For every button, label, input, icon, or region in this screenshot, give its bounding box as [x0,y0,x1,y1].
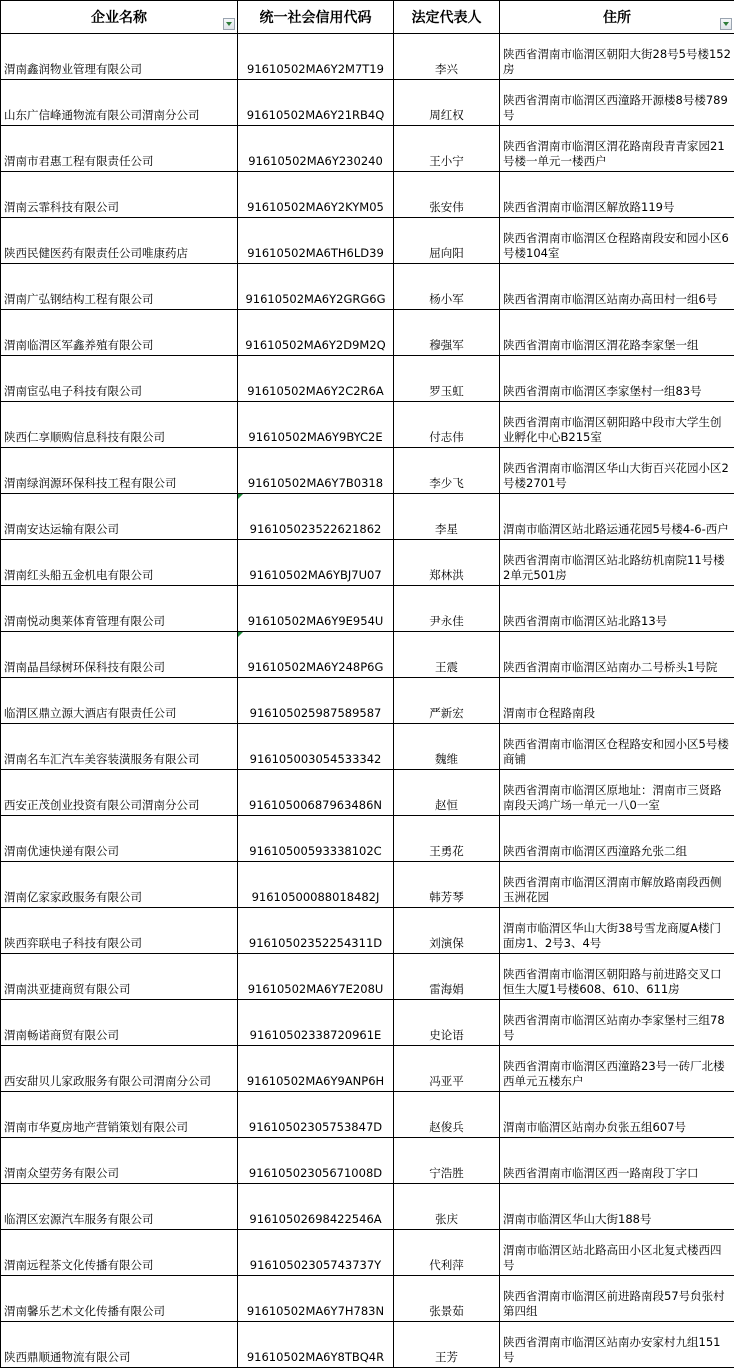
header-legal-rep-label: 法定代表人 [412,7,482,27]
table-row [1,1000,734,1046]
header-address-label: 住所 [603,7,631,27]
legal-rep-cell[interactable]: 代利萍 [394,1230,500,1276]
company-name-cell[interactable]: 渭南名车汇汽车美容装潢服务有限公司 [1,724,238,770]
table-row [1,126,734,172]
company-name-cell[interactable]: 渭南优速快递有限公司 [1,816,238,862]
table-row [1,908,734,954]
address-cell[interactable]: 陕西省渭南市临渭区站北路纺机南院11号楼2单元501房 [500,540,734,586]
legal-rep-cell[interactable]: 王小宁 [394,126,500,172]
address-cell[interactable]: 渭南市临渭区华山大街38号雪龙商厦A楼门面房1、2号3、4号 [500,908,734,954]
legal-rep-cell[interactable]: 魏维 [394,724,500,770]
company-name-cell[interactable]: 陕西弈联电子科技有限公司 [1,908,238,954]
table-row [1,632,734,678]
legal-rep-cell[interactable]: 郑林洪 [394,540,500,586]
address-cell[interactable]: 陕西省渭南市临渭区仓程路安和园小区5号楼商铺 [500,724,734,770]
company-name-cell[interactable]: 渭南临渭区军鑫养殖有限公司 [1,310,238,356]
address-cell[interactable]: 陕西省渭南市临渭区朝阳路与前进路交叉口恒生大厦1号楼608、610、611房 [500,954,734,1000]
address-cell[interactable]: 陕西省渭南市临渭区解放路119号 [500,172,734,218]
address-cell[interactable]: 陕西省渭南市临渭区朝阳路中段市大学生创业孵化中心B215室 [500,402,734,448]
address-cell[interactable]: 渭南市临渭区站北路高田小区北复式楼西四号 [500,1230,734,1276]
credit-code-cell[interactable]: 91610502MA6Y21RB4Q [238,80,394,126]
address-cell[interactable]: 渭南市临渭区华山大街188号 [500,1184,734,1230]
company-name-cell[interactable]: 西安正茂创业投资有限公司渭南分公司 [1,770,238,816]
credit-code-cell[interactable]: 91610502305743737Y [238,1230,394,1276]
header-legal-rep[interactable] [394,1,500,34]
table-row [1,356,734,402]
legal-rep-cell[interactable]: 杨小军 [394,264,500,310]
table-row [1,954,734,1000]
company-name-cell[interactable]: 渭南馨乐艺术文化传播有限公司 [1,1276,238,1322]
table-row [1,586,734,632]
address-cell[interactable]: 陕西省渭南市临渭区西潼路23号一砖厂北楼西单元五楼东户 [500,1046,734,1092]
company-name-cell[interactable]: 渭南市君惠工程有限责任公司 [1,126,238,172]
filter-dropdown-icon[interactable] [223,18,235,30]
credit-code-cell[interactable]: 91610502MA6YBJ7U07 [238,540,394,586]
company-name-cell[interactable]: 渭南安达运输有限公司 [1,494,238,540]
table-row [1,264,734,310]
header-company-name-label: 企业名称 [91,7,147,27]
address-cell[interactable]: 陕西省渭南市临渭区西潼路开源楼8号楼789号 [500,80,734,126]
credit-code-cell[interactable]: 91610502MA6Y2C2R6A [238,356,394,402]
company-name-cell[interactable]: 陕西民健医药有限责任公司唯康药店 [1,218,238,264]
legal-rep-cell[interactable]: 李星 [394,494,500,540]
credit-code-cell[interactable]: 91610502305671008D [238,1138,394,1184]
address-cell[interactable]: 渭南市仓程路南段 [500,678,734,724]
address-cell[interactable]: 陕西省渭南市临渭区站南办高田村一组6号 [500,264,734,310]
credit-code-cell[interactable]: 91610500687963486N [238,770,394,816]
company-name-cell[interactable]: 渭南畅诺商贸有限公司 [1,1000,238,1046]
credit-code-cell[interactable]: 91610500088018482J [238,862,394,908]
address-cell[interactable]: 陕西省渭南市临渭区渭花路南段青青家园21号楼一单元一楼西户 [500,126,734,172]
credit-code-cell[interactable]: 91610502MA6Y7B0318 [238,448,394,494]
company-name-cell[interactable]: 渭南远程茶文化传播有限公司 [1,1230,238,1276]
table-row [1,1276,734,1322]
table-row [1,1046,734,1092]
legal-rep-cell[interactable]: 罗玉虹 [394,356,500,402]
address-cell[interactable]: 陕西省渭南市临渭区渭花路李家堡一组 [500,310,734,356]
header-row [1,1,734,34]
filter-dropdown-icon[interactable] [720,18,732,30]
legal-rep-cell[interactable]: 张庆 [394,1184,500,1230]
company-name-cell[interactable]: 渭南众望劳务有限公司 [1,1138,238,1184]
legal-rep-cell[interactable]: 李兴 [394,34,500,80]
legal-rep-cell[interactable]: 李少飞 [394,448,500,494]
company-name-cell[interactable]: 陕西鼎顺通物流有限公司 [1,1322,238,1368]
address-cell[interactable]: 陕西省渭南市临渭区仓程路南段安和园小区6号楼104室 [500,218,734,264]
credit-code-cell[interactable]: 91610502MA6Y9ANP6H [238,1046,394,1092]
credit-code-cell[interactable]: 91610502MA6Y9E954U [238,586,394,632]
company-name-cell[interactable]: 渭南宦弘电子科技有限公司 [1,356,238,402]
credit-code-cell[interactable]: 91610502MA6Y7H783N [238,1276,394,1322]
address-cell[interactable]: 陕西省渭南市临渭区站南办二号桥头1号院 [500,632,734,678]
legal-rep-cell[interactable]: 穆强军 [394,310,500,356]
legal-rep-cell[interactable]: 冯亚平 [394,1046,500,1092]
legal-rep-cell[interactable]: 王勇花 [394,816,500,862]
credit-code-cell[interactable]: 91610502MA6Y2GRG6G [238,264,394,310]
credit-code-cell[interactable]: 91610502MA6Y230240 [238,126,394,172]
legal-rep-cell[interactable]: 宁浩胜 [394,1138,500,1184]
table-row [1,862,734,908]
legal-rep-cell[interactable]: 张安伟 [394,172,500,218]
credit-code-cell[interactable]: 916105003054533342 [238,724,394,770]
header-address[interactable] [500,1,734,34]
credit-code-cell[interactable]: 91610502338720961E [238,1000,394,1046]
address-cell[interactable]: 陕西省渭南市临渭区华山大街百兴花园小区2号楼2701号 [500,448,734,494]
legal-rep-cell[interactable]: 周红权 [394,80,500,126]
company-name-cell[interactable]: 渭南云霏科技有限公司 [1,172,238,218]
table-row [1,540,734,586]
table-row [1,1184,734,1230]
table-row [1,1092,734,1138]
table-row [1,448,734,494]
credit-code-cell[interactable]: 916105025987589587 [238,678,394,724]
legal-rep-cell[interactable]: 屈向阳 [394,218,500,264]
company-name-cell[interactable]: 渭南绿润源环保科技工程有限公司 [1,448,238,494]
company-name-cell[interactable]: 山东广信峰通物流有限公司渭南分公司 [1,80,238,126]
address-cell[interactable]: 陕西省渭南市临渭区李家堡村一组83号 [500,356,734,402]
legal-rep-cell[interactable]: 韩芳琴 [394,862,500,908]
company-name-cell[interactable]: 陕西仁享顺购信息科技有限公司 [1,402,238,448]
address-cell[interactable]: 陕西省渭南市临渭区渭南市解放路南段西侧玉洲花园 [500,862,734,908]
header-credit-code-label: 统一社会信用代码 [260,7,372,27]
table-row [1,678,734,724]
header-company-name[interactable] [1,1,238,34]
credit-code-cell[interactable]: 91610502MA6TH6LD39 [238,218,394,264]
company-name-cell[interactable]: 渭南晶昌绿树环保科技有限公司 [1,632,238,678]
table-row [1,724,734,770]
table-row [1,218,734,264]
company-name-cell[interactable]: 渭南广弘钢结构工程有限公司 [1,264,238,310]
address-cell[interactable]: 陕西省渭南市临渭区站南办安家村九组151号 [500,1322,734,1368]
table-row [1,816,734,862]
credit-code-cell[interactable]: 91610502MA6Y2M7T19 [238,34,394,80]
legal-rep-cell[interactable]: 尹永佳 [394,586,500,632]
credit-code-cell[interactable]: 91610502698422546A [238,1184,394,1230]
credit-code-cell[interactable]: 91610502MA6Y2KYM05 [238,172,394,218]
address-cell[interactable]: 陕西省渭南市临渭区西一路南段丁字口 [500,1138,734,1184]
address-cell[interactable]: 渭南市临渭区站北路运通花园5号楼4-6-西户 [500,494,734,540]
table-row [1,1322,734,1368]
company-name-cell[interactable]: 临渭区宏源汽车服务有限公司 [1,1184,238,1230]
company-name-cell[interactable]: 渭南洪亚捷商贸有限公司 [1,954,238,1000]
credit-code-cell[interactable]: 91610502MA6Y2D9M2Q [238,310,394,356]
address-cell[interactable]: 陕西省渭南市临渭区前进路南段57号贠张村第四组 [500,1276,734,1322]
table-row [1,34,734,80]
credit-code-cell[interactable]: 91610502305753847D [238,1092,394,1138]
credit-code-cell[interactable]: 91610502MA6Y7E208U [238,954,394,1000]
credit-code-cell[interactable]: 91610502MA6Y9BYC2E [238,402,394,448]
company-name-cell[interactable]: 渭南市华夏房地产营销策划有限公司 [1,1092,238,1138]
table-row [1,494,734,540]
credit-code-cell[interactable]: 91610502MA6Y8TBQ4R [238,1322,394,1368]
legal-rep-cell[interactable]: 严新宏 [394,678,500,724]
legal-rep-cell[interactable]: 王芳 [394,1322,500,1368]
legal-rep-cell[interactable]: 赵恒 [394,770,500,816]
table-row [1,172,734,218]
address-cell[interactable]: 陕西省渭南市临渭区原地址：渭南市三贤路南段天鸿广场一单元一八0一室 [500,770,734,816]
credit-code-cell[interactable]: 91610502352254311D [238,908,394,954]
credit-code-cell[interactable]: 91610500593338102C [238,816,394,862]
company-name-cell[interactable]: 临渭区鼎立源大酒店有限责任公司 [1,678,238,724]
company-name-cell[interactable]: 渭南红头船五金机电有限公司 [1,540,238,586]
legal-rep-cell[interactable]: 张景茹 [394,1276,500,1322]
table-row [1,310,734,356]
address-cell[interactable]: 陕西省渭南市临渭区站北路13号 [500,586,734,632]
address-cell[interactable]: 陕西省渭南市临渭区西潼路允张二组 [500,816,734,862]
company-name-cell[interactable]: 渭南鑫润物业管理有限公司 [1,34,238,80]
company-name-cell[interactable]: 渭南亿家家政服务有限公司 [1,862,238,908]
legal-rep-cell[interactable]: 王震 [394,632,500,678]
company-name-cell[interactable]: 西安甜贝儿家政服务有限公司渭南分公司 [1,1046,238,1092]
header-credit-code[interactable] [238,1,394,34]
table-row [1,80,734,126]
credit-code-cell[interactable]: 91610502MA6Y248P6G [238,632,394,678]
legal-rep-cell[interactable]: 史论语 [394,1000,500,1046]
table-row [1,1138,734,1184]
table-row [1,402,734,448]
legal-rep-cell[interactable]: 雷海娟 [394,954,500,1000]
address-cell[interactable]: 陕西省渭南市临渭区朝阳大街28号5号楼152房 [500,34,734,80]
table-row [1,770,734,816]
legal-rep-cell[interactable]: 付志伟 [394,402,500,448]
credit-code-cell[interactable]: 916105023522621862 [238,494,394,540]
table-row [1,1230,734,1276]
company-name-cell[interactable]: 渭南悦动奥莱体育管理有限公司 [1,586,238,632]
address-cell[interactable]: 陕西省渭南市临渭区站南办李家堡村三组78号 [500,1000,734,1046]
legal-rep-cell[interactable]: 赵俊兵 [394,1092,500,1138]
address-cell[interactable]: 渭南市临渭区站南办贠张五组607号 [500,1092,734,1138]
legal-rep-cell[interactable]: 刘演保 [394,908,500,954]
